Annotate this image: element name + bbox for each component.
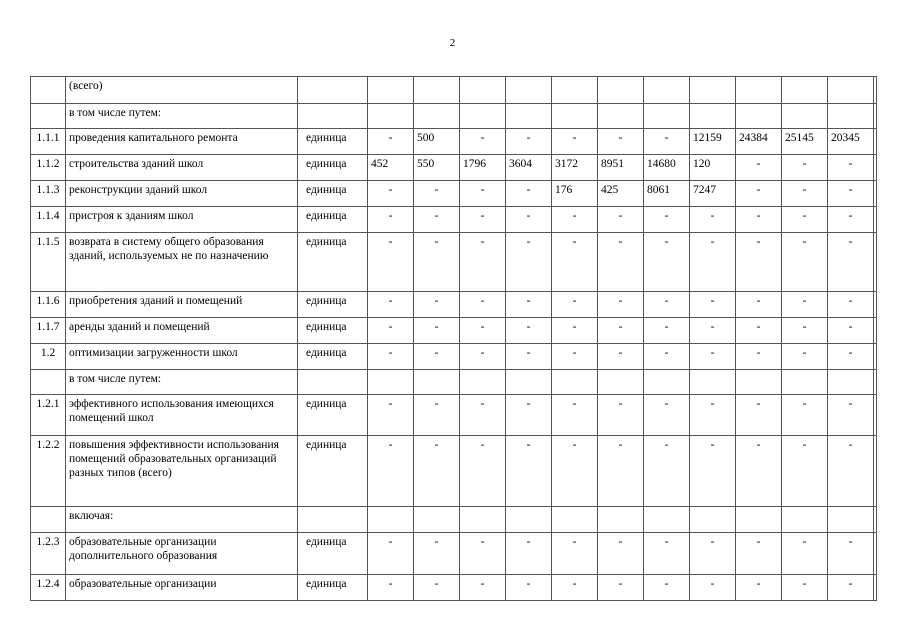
value-cell: - (782, 533, 828, 575)
value-cell: - (828, 318, 874, 344)
value-cell: - (690, 318, 736, 344)
value-cell: - (460, 129, 506, 155)
value-cell: - (782, 436, 828, 507)
value-cell (874, 207, 877, 233)
row-number: 1.1.5 (31, 233, 66, 292)
value-cell: - (828, 344, 874, 370)
value-cell (874, 104, 877, 129)
table-row (31, 344, 877, 370)
row-unit: единица (298, 292, 368, 318)
value-cell: 7247 (690, 181, 736, 207)
value-cell (644, 77, 690, 104)
value-cell: - (460, 344, 506, 370)
value-cell (782, 370, 828, 395)
value-cell (414, 104, 460, 129)
value-cell (414, 77, 460, 104)
value-cell: - (736, 181, 782, 207)
value-cell (736, 370, 782, 395)
row-name: пристроя к зданиям школ (66, 207, 298, 233)
value-cell: - (736, 344, 782, 370)
value-cell: - (506, 233, 552, 292)
row-number: 1.1.1 (31, 129, 66, 155)
value-cell: - (460, 207, 506, 233)
value-cell (598, 507, 644, 533)
value-cell: - (736, 395, 782, 436)
value-cell: - (460, 395, 506, 436)
value-cell: - (644, 436, 690, 507)
value-cell (828, 507, 874, 533)
value-cell (828, 104, 874, 129)
value-cell: 8951 (598, 155, 644, 181)
value-cell (690, 104, 736, 129)
value-cell (736, 77, 782, 104)
value-cell (644, 104, 690, 129)
value-cell: - (506, 292, 552, 318)
value-cell: 550 (414, 155, 460, 181)
value-cell: - (828, 292, 874, 318)
value-cell: - (368, 344, 414, 370)
value-cell: - (782, 181, 828, 207)
value-cell: - (736, 207, 782, 233)
value-cell: - (460, 292, 506, 318)
value-cell (552, 370, 598, 395)
value-cell (368, 370, 414, 395)
value-cell (506, 507, 552, 533)
value-cell: - (736, 533, 782, 575)
value-cell (506, 104, 552, 129)
value-cell (368, 507, 414, 533)
row-name: оптимизации загруженности школ (66, 344, 298, 370)
value-cell (644, 370, 690, 395)
value-cell: - (414, 533, 460, 575)
row-unit: единица (298, 344, 368, 370)
value-cell (506, 370, 552, 395)
value-cell: - (552, 533, 598, 575)
value-cell (874, 318, 877, 344)
row-unit: единица (298, 533, 368, 575)
value-cell: - (782, 155, 828, 181)
row-name: эффективного использования имеющихся помещений школ (66, 395, 298, 436)
value-cell (874, 370, 877, 395)
value-cell: - (414, 292, 460, 318)
value-cell: - (644, 292, 690, 318)
value-cell: - (828, 436, 874, 507)
value-cell: - (506, 395, 552, 436)
value-cell: - (598, 318, 644, 344)
value-cell: 500 (414, 129, 460, 155)
value-cell: - (552, 575, 598, 601)
value-cell: - (414, 181, 460, 207)
table-row (31, 155, 877, 181)
value-cell: - (368, 533, 414, 575)
value-cell: - (598, 344, 644, 370)
row-unit (298, 77, 368, 104)
row-unit: единица (298, 233, 368, 292)
row-number: 1.1.2 (31, 155, 66, 181)
value-cell: - (598, 575, 644, 601)
value-cell: - (828, 575, 874, 601)
value-cell: - (414, 575, 460, 601)
value-cell: - (598, 395, 644, 436)
value-cell (828, 370, 874, 395)
row-number: 1.1.7 (31, 318, 66, 344)
value-cell (874, 181, 877, 207)
value-cell (644, 507, 690, 533)
value-cell: - (736, 318, 782, 344)
value-cell: - (506, 436, 552, 507)
value-cell: - (506, 318, 552, 344)
value-cell: - (690, 436, 736, 507)
value-cell (874, 233, 877, 292)
value-cell: - (690, 344, 736, 370)
value-cell: - (552, 436, 598, 507)
row-number (31, 370, 66, 395)
value-cell: - (690, 575, 736, 601)
value-cell: 24384 (736, 129, 782, 155)
row-number: 1.1.3 (31, 181, 66, 207)
table-row (31, 436, 877, 507)
value-cell: 20345 (828, 129, 874, 155)
value-cell: 120 (690, 155, 736, 181)
value-cell (736, 104, 782, 129)
value-cell: - (368, 436, 414, 507)
value-cell (874, 575, 877, 601)
value-cell (460, 104, 506, 129)
value-cell (874, 533, 877, 575)
value-cell (506, 77, 552, 104)
value-cell: - (506, 344, 552, 370)
value-cell: - (598, 233, 644, 292)
value-cell: 425 (598, 181, 644, 207)
table-row (31, 104, 877, 129)
value-cell: - (644, 129, 690, 155)
value-cell (460, 77, 506, 104)
value-cell: 14680 (644, 155, 690, 181)
table-row (31, 129, 877, 155)
table-row (31, 292, 877, 318)
value-cell: 452 (368, 155, 414, 181)
table-row (31, 181, 877, 207)
value-cell (368, 104, 414, 129)
value-cell: - (414, 318, 460, 344)
row-unit: единица (298, 207, 368, 233)
value-cell: - (506, 207, 552, 233)
value-cell: - (782, 575, 828, 601)
value-cell (782, 104, 828, 129)
row-name: аренды зданий и помещений (66, 318, 298, 344)
row-name: строительства зданий школ (66, 155, 298, 181)
value-cell: - (828, 395, 874, 436)
table-row (31, 575, 877, 601)
value-cell: - (644, 318, 690, 344)
value-cell (874, 395, 877, 436)
row-name: приобретения зданий и помещений (66, 292, 298, 318)
value-cell: - (782, 207, 828, 233)
row-unit: единица (298, 436, 368, 507)
value-cell: - (736, 292, 782, 318)
value-cell (782, 507, 828, 533)
table-row (31, 507, 877, 533)
value-cell: - (460, 181, 506, 207)
value-cell: - (506, 129, 552, 155)
value-cell: - (782, 233, 828, 292)
value-cell (460, 370, 506, 395)
value-cell: - (552, 207, 598, 233)
value-cell (874, 507, 877, 533)
value-cell: - (598, 533, 644, 575)
value-cell: - (368, 233, 414, 292)
value-cell: - (506, 575, 552, 601)
value-cell: - (598, 292, 644, 318)
data-table (30, 76, 877, 601)
row-name: образовательные организации дополнительного образования (66, 533, 298, 575)
row-name: повышения эффективности использования помещений образовательных организаций разных типов (всего) (66, 436, 298, 507)
value-cell: - (414, 233, 460, 292)
value-cell: 1796 (460, 155, 506, 181)
value-cell: - (368, 129, 414, 155)
row-name: проведения капитального ремонта (66, 129, 298, 155)
row-number (31, 507, 66, 533)
value-cell: - (828, 155, 874, 181)
value-cell: - (736, 436, 782, 507)
row-number: 1.2.1 (31, 395, 66, 436)
row-number: 1.2 (31, 344, 66, 370)
value-cell: - (506, 533, 552, 575)
value-cell: - (552, 292, 598, 318)
row-name: (всего) (66, 77, 298, 104)
row-unit (298, 370, 368, 395)
value-cell: - (552, 395, 598, 436)
value-cell: - (368, 181, 414, 207)
value-cell (414, 370, 460, 395)
value-cell (598, 104, 644, 129)
table-row (31, 77, 877, 104)
value-cell: - (414, 395, 460, 436)
value-cell: - (828, 207, 874, 233)
table-row (31, 533, 877, 575)
row-name: включая: (66, 507, 298, 533)
value-cell (782, 77, 828, 104)
value-cell: 12159 (690, 129, 736, 155)
value-cell: - (460, 533, 506, 575)
value-cell: - (736, 233, 782, 292)
value-cell: - (552, 129, 598, 155)
value-cell: - (506, 181, 552, 207)
value-cell: - (414, 436, 460, 507)
value-cell (874, 436, 877, 507)
value-cell: - (368, 207, 414, 233)
value-cell: - (368, 575, 414, 601)
value-cell (414, 507, 460, 533)
value-cell: - (644, 233, 690, 292)
value-cell: - (828, 533, 874, 575)
value-cell: 25145 (782, 129, 828, 155)
value-cell: - (644, 344, 690, 370)
value-cell (598, 370, 644, 395)
value-cell (598, 77, 644, 104)
table-row (31, 318, 877, 344)
row-unit: единица (298, 575, 368, 601)
value-cell: - (644, 533, 690, 575)
row-unit: единица (298, 129, 368, 155)
value-cell: - (552, 344, 598, 370)
value-cell (552, 104, 598, 129)
row-unit: единица (298, 181, 368, 207)
value-cell: 176 (552, 181, 598, 207)
value-cell (552, 507, 598, 533)
row-number (31, 77, 66, 104)
value-cell: - (828, 233, 874, 292)
table-row (31, 395, 877, 436)
value-cell: - (736, 575, 782, 601)
value-cell: - (828, 181, 874, 207)
value-cell (368, 77, 414, 104)
value-cell: - (690, 395, 736, 436)
value-cell (460, 507, 506, 533)
value-cell (874, 292, 877, 318)
value-cell (736, 507, 782, 533)
row-unit: единица (298, 395, 368, 436)
value-cell: - (690, 533, 736, 575)
value-cell (690, 77, 736, 104)
row-number: 1.2.2 (31, 436, 66, 507)
row-number: 1.2.3 (31, 533, 66, 575)
value-cell: - (690, 207, 736, 233)
row-unit (298, 104, 368, 129)
value-cell: - (414, 207, 460, 233)
value-cell: - (598, 436, 644, 507)
value-cell: - (460, 318, 506, 344)
value-cell (874, 344, 877, 370)
row-number: 1.2.4 (31, 575, 66, 601)
value-cell: - (598, 129, 644, 155)
value-cell (874, 77, 877, 104)
value-cell: 8061 (644, 181, 690, 207)
table-row (31, 207, 877, 233)
table-row (31, 370, 877, 395)
value-cell: - (644, 575, 690, 601)
row-name: возврата в систему общего образования зданий, используемых не по назначению (66, 233, 298, 292)
value-cell: 3172 (552, 155, 598, 181)
page-number: 2 (449, 37, 456, 49)
value-cell: - (782, 344, 828, 370)
value-cell: - (782, 318, 828, 344)
row-name: в том числе путем: (66, 104, 298, 129)
value-cell: - (782, 395, 828, 436)
value-cell: - (460, 233, 506, 292)
row-number: 1.1.6 (31, 292, 66, 318)
value-cell: - (368, 292, 414, 318)
value-cell: - (782, 292, 828, 318)
row-name: реконструкции зданий школ (66, 181, 298, 207)
table-body (31, 77, 877, 601)
value-cell: - (552, 233, 598, 292)
value-cell (874, 155, 877, 181)
value-cell: - (644, 207, 690, 233)
row-unit: единица (298, 155, 368, 181)
row-unit (298, 507, 368, 533)
value-cell: - (368, 395, 414, 436)
value-cell: - (460, 436, 506, 507)
row-name: образовательные организации (66, 575, 298, 601)
row-number (31, 104, 66, 129)
value-cell: - (460, 575, 506, 601)
row-unit: единица (298, 318, 368, 344)
table-row (31, 233, 877, 292)
value-cell (690, 507, 736, 533)
value-cell (552, 77, 598, 104)
value-cell: - (368, 318, 414, 344)
value-cell: 3604 (506, 155, 552, 181)
row-name: в том числе путем: (66, 370, 298, 395)
value-cell: - (736, 155, 782, 181)
value-cell: - (552, 318, 598, 344)
value-cell: - (414, 344, 460, 370)
value-cell: - (644, 395, 690, 436)
row-number: 1.1.4 (31, 207, 66, 233)
value-cell: - (690, 233, 736, 292)
value-cell: - (690, 292, 736, 318)
value-cell (874, 129, 877, 155)
value-cell (690, 370, 736, 395)
value-cell: - (598, 207, 644, 233)
value-cell (828, 77, 874, 104)
